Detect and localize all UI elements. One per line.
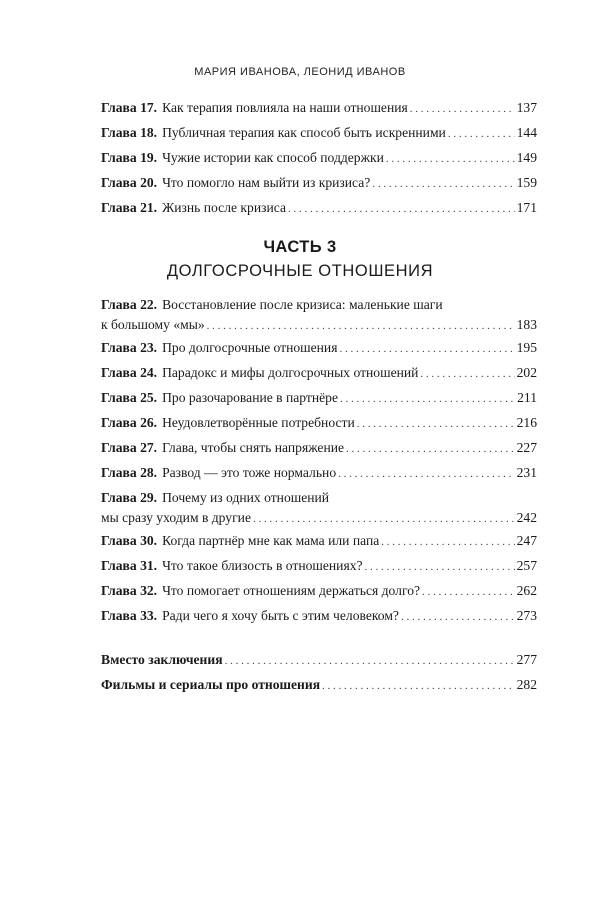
toc-entry-19[interactable] bbox=[101, 148, 537, 168]
part-title: ЧАСТЬ 3 bbox=[263, 238, 337, 256]
dot-leader bbox=[340, 389, 515, 409]
section-label: Вместо заключения bbox=[101, 652, 223, 667]
chapter-title: Почему из одних отношений bbox=[162, 490, 330, 505]
chapter-title: Как терапия повлияла на наши отношения bbox=[162, 100, 408, 115]
chapter-label: Глава 21. bbox=[101, 200, 158, 215]
chapter-title: Восстановление после кризиса: маленькие шаги bbox=[162, 297, 443, 312]
page-number: 137 bbox=[516, 100, 537, 115]
chapter-label: Глава 22. bbox=[101, 297, 158, 312]
toc-entry-18[interactable] bbox=[101, 123, 537, 143]
dot-leader bbox=[365, 557, 515, 577]
chapter-title: Неудовлетворённые потребности bbox=[162, 415, 355, 430]
page-number: 159 bbox=[516, 175, 537, 190]
toc-entry-21[interactable] bbox=[101, 198, 537, 218]
dot-leader bbox=[386, 149, 515, 169]
chapter-label: Глава 33. bbox=[101, 608, 158, 623]
chapter-title-continued: к большому «мы» bbox=[101, 317, 205, 332]
page-number: 262 bbox=[516, 583, 537, 598]
dot-leader bbox=[448, 124, 515, 144]
chapter-label: Глава 27. bbox=[101, 440, 158, 455]
chapter-label: Глава 24. bbox=[101, 365, 158, 380]
dot-leader bbox=[372, 174, 514, 194]
toc-entry-20[interactable] bbox=[101, 173, 537, 193]
toc-entry-29[interactable] bbox=[101, 488, 537, 528]
dot-leader bbox=[357, 414, 515, 434]
dot-leader bbox=[346, 439, 515, 459]
chapter-title: Что такое близость в отношениях? bbox=[162, 558, 363, 573]
section-label: Фильмы и сериалы про отношения bbox=[101, 677, 321, 692]
page-number: 277 bbox=[516, 652, 537, 667]
chapter-title: Парадокс и мифы долгосрочных отношений bbox=[162, 365, 419, 380]
running-head: МАРИЯ ИВАНОВА, ЛЕОНИД ИВАНОВ bbox=[194, 66, 406, 78]
chapter-title: Развод — это тоже нормально bbox=[162, 465, 337, 480]
dot-leader bbox=[322, 676, 515, 696]
toc-entry-30[interactable] bbox=[101, 531, 537, 551]
chapter-title: Ради чего я хочу быть с этим человеком? bbox=[162, 608, 399, 623]
page-number: 183 bbox=[516, 317, 537, 332]
chapter-label: Глава 25. bbox=[101, 390, 158, 405]
toc-entry-films[interactable] bbox=[101, 675, 537, 695]
dot-leader bbox=[338, 464, 514, 484]
page-number: 231 bbox=[516, 465, 537, 480]
page-number: 242 bbox=[516, 510, 537, 525]
toc-entry-32[interactable] bbox=[101, 581, 537, 601]
toc-entry-27[interactable] bbox=[101, 438, 537, 458]
dot-leader bbox=[207, 316, 515, 336]
toc-section-part3 bbox=[101, 295, 537, 626]
chapter-label: Глава 23. bbox=[101, 340, 158, 355]
chapter-label: Глава 28. bbox=[101, 465, 158, 480]
dot-leader bbox=[381, 532, 514, 552]
chapter-title: Жизнь после кризиса bbox=[162, 200, 286, 215]
chapter-label: Глава 31. bbox=[101, 558, 158, 573]
chapter-title: Про разочарование в партнёре bbox=[162, 390, 338, 405]
dot-leader bbox=[288, 199, 515, 219]
dot-leader bbox=[339, 339, 514, 359]
toc-section-final bbox=[101, 650, 537, 695]
chapter-title: Про долгосрочные отношения bbox=[162, 340, 338, 355]
toc-entry-26[interactable] bbox=[101, 413, 537, 433]
toc-entry-22[interactable] bbox=[101, 295, 537, 335]
chapter-title: Глава, чтобы снять напряжение bbox=[162, 440, 345, 455]
chapter-title: Чужие истории как способ поддержки bbox=[162, 150, 384, 165]
chapter-label: Глава 26. bbox=[101, 415, 158, 430]
toc-entry-25[interactable] bbox=[101, 388, 537, 408]
page-number: 247 bbox=[516, 533, 537, 548]
page-number: 273 bbox=[516, 608, 537, 623]
dot-leader bbox=[401, 607, 515, 627]
toc-entry-23[interactable] bbox=[101, 338, 537, 358]
toc-entry-24[interactable] bbox=[101, 363, 537, 383]
page-number: 257 bbox=[516, 558, 537, 573]
page-number: 211 bbox=[517, 390, 537, 405]
chapter-title: Что помогло нам выйти из кризиса? bbox=[162, 175, 371, 190]
toc-entry-33[interactable] bbox=[101, 606, 537, 626]
chapter-label: Глава 20. bbox=[101, 175, 158, 190]
chapter-title: Когда партнёр мне как мама или папа bbox=[162, 533, 380, 548]
chapter-label: Глава 29. bbox=[101, 490, 158, 505]
dot-leader bbox=[253, 509, 515, 529]
page-number: 149 bbox=[516, 150, 537, 165]
page-number: 227 bbox=[516, 440, 537, 455]
chapter-label: Глава 19. bbox=[101, 150, 158, 165]
page-number: 216 bbox=[516, 415, 537, 430]
chapter-title-continued: мы сразу уходим в другие bbox=[101, 510, 251, 525]
page-number: 144 bbox=[516, 125, 537, 140]
chapter-title: Что помогает отношениям держаться долго? bbox=[162, 583, 421, 598]
toc-entry-31[interactable] bbox=[101, 556, 537, 576]
toc-entry-17[interactable] bbox=[101, 98, 537, 118]
page-number: 195 bbox=[516, 340, 537, 355]
dot-leader bbox=[420, 364, 514, 384]
page-number: 171 bbox=[516, 200, 537, 215]
dot-leader bbox=[422, 582, 515, 602]
page-number: 282 bbox=[516, 677, 537, 692]
chapter-label: Глава 32. bbox=[101, 583, 158, 598]
chapter-label: Глава 30. bbox=[101, 533, 158, 548]
part-subtitle: ДОЛГОСРОЧНЫЕ ОТНОШЕНИЯ bbox=[166, 262, 434, 280]
chapter-title: Публичная терапия как способ быть искренними bbox=[162, 125, 446, 140]
toc-entry-28[interactable] bbox=[101, 463, 537, 483]
chapter-label: Глава 17. bbox=[101, 100, 158, 115]
dot-leader bbox=[225, 651, 515, 671]
dot-leader bbox=[410, 99, 515, 119]
chapter-label: Глава 18. bbox=[101, 125, 158, 140]
toc-section-top bbox=[101, 98, 537, 218]
toc-entry-conclusion[interactable] bbox=[101, 650, 537, 670]
page-number: 202 bbox=[516, 365, 537, 380]
